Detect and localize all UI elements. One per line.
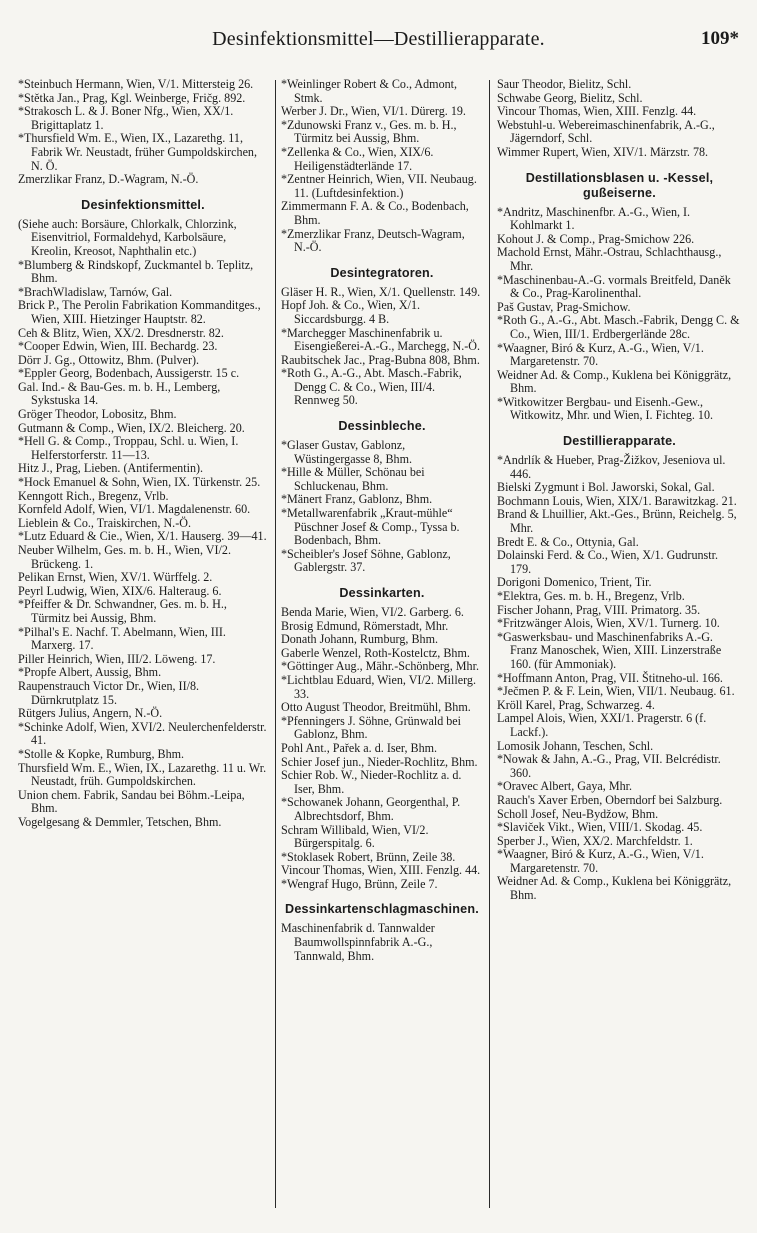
- directory-entry: Kornfeld Adolf, Wien, VI/1. Magdalenenstr. 60.: [18, 502, 251, 517]
- directory-entry: *Metallwarenfabrik „Kraut-mühle“ Püschner Josef & Comp., Tyssa b. Bodenbach, Bhm.: [281, 506, 460, 548]
- directory-entry: *Ječmen P. & F. Lein, Wien, VII/1. Neubaug. 61.: [497, 684, 735, 699]
- directory-entry: *Cooper Edwin, Wien, III. Bechardg. 23.: [18, 339, 218, 354]
- directory-entry: Gläser H. R., Wien, X/1. Quellenstr. 149.: [281, 284, 481, 299]
- directory-entry: Saur Theodor, Bielitz, Schl.: [497, 78, 632, 91]
- directory-entry: *Steinbuch Hermann, Wien, V/1. Mittersteig 26.: [18, 78, 254, 91]
- directory-entry: Weidner Ad. & Comp., Kuklena bei Königgrätz, Bhm.: [497, 367, 732, 396]
- directory-entry: Schwabe Georg, Bielitz, Schl.: [497, 90, 643, 105]
- directory-entry: *Propfe Albert, Aussig, Bhm.: [18, 665, 162, 680]
- directory-entry: *Maschinenbau-A.-G. vormals Breitfeld, Daněk & Co., Prag-Karolinenthal.: [497, 272, 731, 301]
- directory-entry: *Witkowitzer Bergbau- und Eisenh.-Gew., Witkowitz, Mhr. und Wien, I. Fichteg. 10.: [497, 394, 714, 423]
- directory-entry: *Göttinger Aug., Mähr.-Schönberg, Mhr.: [281, 659, 479, 674]
- directory-entry: Pohl Ant., Pařek a. d. Iser, Bhm.: [281, 740, 438, 755]
- directory-entry: *Andrlík & Hueber, Prag-Žižkov, Jeseniova ul. 446.: [497, 453, 726, 481]
- directory-entry: *Elektra, Ges. m. b. H., Bregenz, Vrlb.: [497, 589, 685, 603]
- directory-entry: *Schowanek Johann, Georgenthal, P. Albrechtsdorf, Bhm.: [281, 795, 461, 823]
- directory-entry: Hitz J., Prag, Lieben. (Antifermentin).: [18, 461, 204, 476]
- section-heading: Dessinkartenschlagmaschinen.: [285, 902, 479, 917]
- directory-entry: *Stětka Jan., Prag, Kgl. Weinberge, Fričg. 892.: [18, 90, 246, 105]
- directory-entry: Wimmer Rupert, Wien, XIV/1. Märzstr. 78.: [497, 144, 709, 159]
- directory-entry: Kohout J. & Comp., Prag-Smichow 226.: [497, 231, 695, 246]
- section-heading: Destillierapparate.: [563, 434, 676, 449]
- directory-entry: Union chem. Fabrik, Sandau bei Böhm.-Leipa, Bhm.: [18, 787, 245, 816]
- directory-entry: Gröger Theodor, Lobositz, Bhm.: [18, 407, 177, 422]
- directory-entry: *Thursfield Wm. E., Wien, IX., Lazarethg. 11, Fabrik Wr. Neustadt, früher Gumpoldskirchen, N. Ö.: [18, 131, 258, 173]
- directory-entry: Maschinenfabrik d. Tannwalder Baumwollspinnfabrik A.-G., Tannwald, Bhm.: [281, 921, 435, 963]
- directory-entry: Brand & Lhuillier, Akt.-Ges., Brünn, Reichelg. 5, Mhr.: [497, 507, 737, 536]
- directory-entry: *Oravec Albert, Gaya, Mhr.: [497, 779, 633, 794]
- column-divider: [489, 80, 490, 1208]
- directory-entry: Donath Johann, Rumburg, Bhm.: [281, 632, 438, 647]
- directory-entry: Brick P., The Perolin Fabrikation Kommanditges., Wien, XIII. Hietzinger Hauptstr. 82.: [18, 298, 261, 326]
- directory-entry: Thursfield Wm. E., Wien, IX., Lazarethg. 11 u. Wr. Neustadt, früh. Gumpoldskirchen.: [18, 760, 267, 789]
- directory-entry: *Waagner, Biró & Kurz, A.-G., Wien, V/1. Margaretenstr. 70.: [497, 340, 704, 369]
- directory-entry: Machold Ernst, Mähr.-Ostrau, Schlachthausg., Mhr.: [497, 245, 722, 273]
- directory-entry: Vincour Thomas, Wien, XIII. Fenzlg. 44.: [281, 863, 481, 878]
- directory-entry: *Hock Emanuel & Sohn, Wien, IX. Türkenstr. 25.: [18, 475, 261, 490]
- directory-entry: *Zmerzlikar Franz, Deutsch-Wagram, N.-Ö.: [281, 226, 465, 255]
- directory-entry: Webstuhl-u. Webereimaschinenfabrik, A.-G., Jägerndorf, Schl.: [497, 117, 715, 146]
- directory-entry: *Zellenka & Co., Wien, XIX/6. Heiligenstädterlände 17.: [281, 144, 434, 173]
- page-number: 109*: [701, 28, 739, 49]
- directory-entry: Otto August Theodor, Breitmühl, Bhm.: [281, 700, 471, 715]
- directory-entry: Hopf Joh. & Co., Wien, X/1. Siccardsburgg. 4 B.: [281, 298, 421, 326]
- directory-entry: *Stoklasek Robert, Brünn, Zeile 38.: [281, 849, 456, 864]
- directory-entry: *Hoffmann Anton, Prag, VII. Štitneho-ul. 166.: [497, 670, 723, 685]
- directory-entry: *Blumberg & Rindskopf, Zuckmantel b. Teplitz, Bhm.: [18, 257, 254, 286]
- directory-entry: *Strakosch L. & J. Boner Nfg., Wien, XX/1. Brigittaplatz 1.: [18, 104, 234, 132]
- column-divider: [275, 80, 276, 1208]
- directory-entry: Weidner Ad. & Comp., Kuklena bei Königgrätz, Bhm.: [497, 874, 732, 903]
- directory-entry: *Mänert Franz, Gablonz, Bhm.: [281, 492, 433, 507]
- directory-entry: Piller Heinrich, Wien, III/2. Löweng. 17.: [18, 651, 216, 666]
- directory-entry: Zimmermann F. A. & Co., Bodenbach, Bhm.: [281, 199, 469, 227]
- directory-entry: *Pfenningers J. Söhne, Grünwald bei Gablonz, Bhm.: [281, 713, 462, 742]
- directory-entry: Schram Willibald, Wien, VI/2. Bürgerspitalg. 6.: [281, 822, 429, 851]
- page-title: Desinfektionsmittel—Destillierapparate.: [212, 28, 545, 50]
- directory-entry: *Eppler Georg, Bodenbach, Aussigerstr. 15 c.: [18, 366, 240, 381]
- directory-entry: *Waagner, Biró & Kurz, A.-G., Wien, V/1. Margaretenstr. 70.: [497, 847, 704, 875]
- column-right: [497, 78, 742, 1223]
- directory-entry: Lampel Alois, Wien, XXI/1. Pragerstr. 6 (f. Lackf.).: [497, 711, 707, 739]
- directory-entry: *Roth G., A.-G., Abt. Masch.-Fabrik, Dengg C. & Co., Wien, III/4. Rennweg 50.: [281, 366, 462, 408]
- directory-entry: *Slaviček Vikt., Wien, VIII/1. Skodag. 45.: [497, 820, 703, 835]
- directory-entry: Raupenstrauch Victor Dr., Wien, II/8. Dürnkrutplatz 15.: [18, 678, 200, 707]
- directory-entry: Kenngott Rich., Bregenz, Vrlb.: [18, 488, 169, 503]
- directory-entry: Bochmann Louis, Wien, XIX/1. Barawitzkag. 21.: [497, 493, 737, 508]
- section-heading: Dessinkarten.: [339, 586, 425, 600]
- directory-entry: Benda Marie, Wien, VI/2. Garberg. 6.: [281, 605, 464, 619]
- directory-entry: Dolainski Ferd. & Co., Wien, X/1. Gudrunstr. 179.: [497, 548, 718, 576]
- directory-entry: Peyrl Ludwig, Wien, XIX/6. Halteraug. 6.: [18, 583, 222, 598]
- directory-entry: Vincour Thomas, Wien, XIII. Fenzlg. 44.: [497, 104, 697, 119]
- directory-entry: *Hell G. & Comp., Troppau, Schl. u. Wien, I. Helferstorferstr. 11—13.: [18, 434, 239, 462]
- directory-entry: Rauch's Xaver Erben, Oberndorf bei Salzburg.: [497, 792, 723, 807]
- directory-entry: *Scheibler's Josef Söhne, Gablonz, Gablergstr. 37.: [281, 546, 451, 575]
- directory-entry: Sperber J., Wien, XX/2. Marchfeldstr. 1.: [497, 833, 693, 848]
- directory-entry: Bredt E. & Co., Ottynia, Gal.: [497, 534, 639, 549]
- directory-entry: *Lutz Eduard & Cie., Wien, X/1. Hauserg. 39—41.: [18, 529, 267, 544]
- directory-entry: *Lichtblau Eduard, Wien, VI/2. Millerg. 33.: [281, 672, 476, 701]
- directory-entry: Lomosik Johann, Teschen, Schl.: [497, 738, 654, 753]
- directory-entry: *Zentner Heinrich, Wien, VII. Neubaug. 11. (Luftdesinfektion.): [281, 172, 477, 200]
- section-heading: Desinfektionsmittel.: [81, 197, 205, 212]
- directory-entry: *Weinlinger Robert & Co., Admont, Stmk.: [281, 78, 458, 105]
- directory-entry: Schier Rob. W., Nieder-Rochlitz a. d. Iser, Bhm.: [281, 768, 462, 796]
- directory-entry: Rütgers Julius, Angern, N.-Ö.: [18, 706, 163, 721]
- directory-entry: Neuber Wilhelm, Ges. m. b. H., Wien, VI/2. Brückeng. 1.: [18, 543, 231, 571]
- directory-entry: *Fritzwänger Alois, Wien, XV/1. Turnerg. 10.: [497, 616, 720, 631]
- directory-entry: *Glaser Gustav, Gablonz, Wüstingergasse 8, Bhm.: [281, 438, 413, 466]
- directory-entry: *Schinke Adolf, Wien, XVI/2. Neulerchenfelderstr. 41.: [18, 719, 267, 748]
- directory-entry: Zmerzlikar Franz, D.-Wagram, N.-Ö.: [18, 172, 199, 187]
- directory-entry: Brosig Edmund, Römerstadt, Mhr.: [281, 618, 449, 633]
- directory-entry: Bielski Zygmunt i Bol. Jaworski, Sokal, Gal.: [497, 480, 715, 495]
- directory-entry: Pelikan Ernst, Wien, XV/1. Würffelg. 2.: [18, 570, 213, 585]
- directory-entry: Raubitschek Jac., Prag-Bubna 808, Bhm.: [281, 352, 480, 367]
- directory-entry: Ceh & Blitz, Wien, XX/2. Dresdnerstr. 82.: [18, 325, 224, 340]
- directory-entry: Gutmann & Comp., Wien, IX/2. Bleicherg. 20.: [18, 420, 245, 435]
- directory-entry: Scholl Josef, Neu-Bydžow, Bhm.: [497, 806, 659, 821]
- directory-entry: *Gaswerksbau- und Maschinenfabriks A.-G. Franz Manoschek, Wien, XIII. Linzerstraße 160. (für Ammoniak).: [497, 629, 722, 671]
- column-middle: [281, 78, 483, 1223]
- directory-entry: Fischer Johann, Prag, VIII. Primatorg. 35.: [497, 602, 701, 617]
- directory-entry: Lieblein & Co., Traiskirchen, N.-Ö.: [18, 515, 191, 530]
- directory-entry: *Pilhal's E. Nachf. T. Abelmann, Wien, III. Marxerg. 17.: [18, 624, 226, 653]
- directory-entry: Schier Josef jun., Nieder-Rochlitz, Bhm.: [281, 754, 478, 769]
- directory-entry: Werber J. Dr., Wien, VI/1. Dürerg. 19.: [281, 104, 466, 119]
- directory-entry: Kröll Karel, Prag, Schwarzeg. 4.: [497, 697, 655, 712]
- section-heading: Desintegratoren.: [330, 265, 434, 280]
- directory-entry: *Hille & Müller, Schönau bei Schluckenau, Bhm.: [281, 465, 425, 493]
- directory-entry: *Roth G., A.-G., Abt. Masch.-Fabrik, Dengg C. & Co., Wien, III/1. Erdbergerlände 28c.: [497, 313, 740, 341]
- page-header: [0, 26, 757, 56]
- section-heading: Destillationsblasen u. -Kessel, gußeiserne.: [525, 170, 714, 200]
- directory-entry: *Andritz, Maschinenfbr. A.-G., Wien, I. Kohlmarkt 1.: [497, 204, 691, 233]
- directory-entry: *Pfeiffer & Dr. Schwandner, Ges. m. b. H., Türmitz bei Aussig, Bhm.: [18, 597, 227, 625]
- directory-entry: *Wengraf Hugo, Brünn, Zeile 7.: [281, 876, 438, 891]
- directory-entry: *Stolle & Kopke, Rumburg, Bhm.: [18, 746, 185, 761]
- directory-entry: Gal. Ind.- & Bau-Ges. m. b. H., Lemberg, Sykstuska 14.: [18, 379, 221, 408]
- directory-entry: Dorigoni Domenico, Trient, Tir.: [497, 575, 652, 590]
- directory-entry: Dörr J. Gg., Ottowitz, Bhm. (Pulver).: [18, 352, 200, 367]
- directory-entry: Gaberle Wenzel, Roth-Kostelctz, Bhm.: [281, 645, 470, 660]
- directory-entry: *Marchegger Maschinenfabrik u. Eisengießerei-A.-G., Marchegg, N.-Ö.: [281, 325, 481, 354]
- directory-entry: *Nowak & Jahn, A.-G., Prag, VII. Belcrédistr. 360.: [497, 752, 721, 780]
- directory-entry: *BrachWladislaw, Tarnów, Gal.: [18, 284, 173, 299]
- directory-entry: Paš Gustav, Prag-Smichow.: [497, 299, 631, 314]
- directory-entry: Vogelgesang & Demmler, Tetschen, Bhm.: [18, 814, 222, 829]
- directory-entry: (Siehe auch: Borsäure, Chlorkalk, Chlorzink, Eisenvitriol, Formaldehyd, Karbolsäure, Kreolin, Kreosot, Naphthalin etc.): [18, 216, 237, 258]
- directory-entry: *Zdunowski Franz v., Ges. m. b. H., Türmitz bei Aussig, Bhm.: [281, 117, 457, 146]
- section-heading: Dessinbleche.: [338, 419, 426, 434]
- column-left: [18, 78, 268, 1223]
